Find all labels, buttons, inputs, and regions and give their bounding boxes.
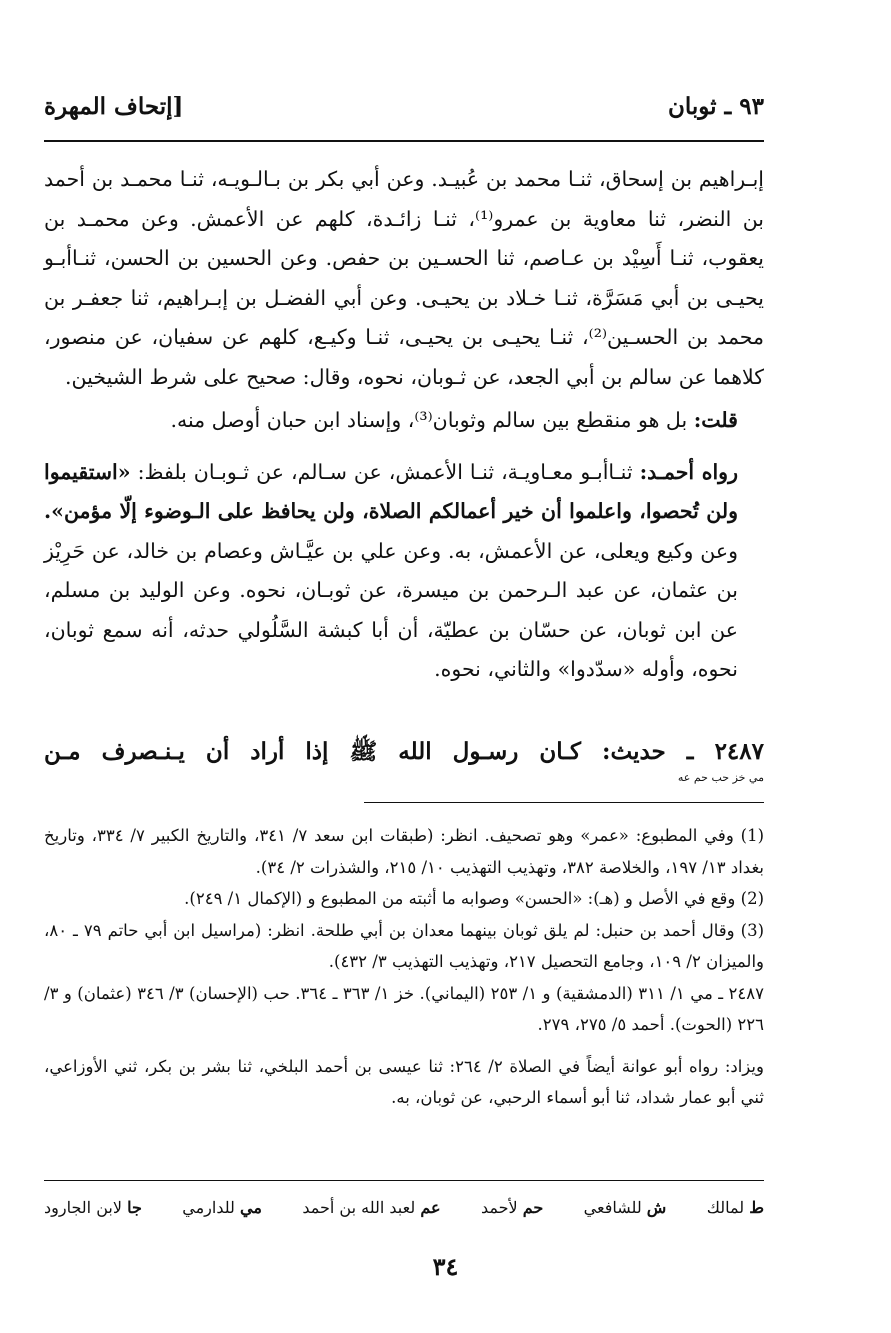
- entry-source-codes: مي خز حب حم عه: [677, 771, 764, 784]
- abbr-item: مي للدارمي: [182, 1198, 262, 1217]
- abbr-item: حم لأحمد: [480, 1198, 544, 1217]
- running-header: [44, 88, 764, 124]
- comment-text: بل هو منقطع بين سالم وثوبان⁽³⁾، وإسناد ابن حبان أوصل منه.: [170, 408, 688, 432]
- additional-note: ويزاد: رواه أبو عوانة أيضاً في الصلاة ٢/ ٢٦٤: ثنا عيسى بن أحمد البلخي، ثنا بشر بن بكر، ثني الأوزاعي، ثني أبو عمار شداد، ثنا أبو أسماء الرحبي، عن ثوبان، به.: [44, 1056, 764, 1107]
- paragraph-isnad: إبـراهيم بن إسحاق، ثنـا محمد بن عُبيـد. وعن أبي بكر بن بـالـويـه، ثنـا محمـد بن أحمد بن النضر، ثنا معاوية بن عمرو⁽¹⁾، ثنـا زائـدة، كلهم عن الأعمش. وعن محمـد بن يعقوب، ثنـا أَسِيْد بن عـاصم، ثنا الحسـين بن حفص. وعن الحسين بن الحسن، ثنـاأبـو يحيـى بن أبي مَسَرَّة، ثنـا خـلاد بن يحيـى. وعن أبي الفضـل بن إبـراهيم، ثنا جعفـر بن محمد بن الحسـين⁽²⁾، ثنـا يحيـى بن يحيـى، ثنـا وكيـع، كلهم عن سفيان، عن منصور، كلاهما عن سالم بن أبي الجعد، عن ثـوبان، نحوه، وقال: صحيح على شرط الشيخين.: [44, 167, 765, 389]
- footnote-2: (2) وقع في الأصل و (هـ): «الحسن» وصوابه ما أثبته من المطبوع و (الإكمال ١/ ٢٤٩).: [184, 889, 764, 908]
- abbr-item: عم لعبد الله بن أحمد: [302, 1198, 441, 1217]
- page-number: ٣٤: [432, 1252, 459, 1281]
- footnotes: [44, 820, 764, 1114]
- comment-lead: قلت:: [693, 408, 738, 432]
- ahmad-isnad: ثنـاأبـو معـاويـة، ثنـا الأعمش، عن سـالم، عن ثـوبـان بلفظ:: [137, 459, 633, 484]
- next-entry: [44, 734, 764, 786]
- book-title: [إتحاف المهرة: [44, 92, 184, 120]
- source-references: ٢٤٨٧ ـ مي ١/ ٣١١ (الدمشقية) و ١/ ٢٥٣ (اليماني). خز ١/ ٣٦٣ ـ ٣٦٤. حب (الإحسان) ٣/ ٣٤٦ (عثمان) و ٣/ ٢٢٦ (الحوت). أحمد ٥/ ٢٧٥، ٢٧٩.: [44, 983, 764, 1034]
- chapter-title: ٩٣ ـ ثوبان: [667, 92, 764, 120]
- hadith-text: «استقيموا ولن تُحصوا، واعلموا أن خير أعمالكم الصلاة، ولن يحافظ على الـوضوء إلّا مؤمن».: [44, 459, 738, 523]
- header-rule: [44, 140, 764, 142]
- paragraph-comment: [44, 401, 764, 441]
- abbreviations-rule: [44, 1180, 764, 1181]
- footnote-1: (1) وفي المطبوع: «عمر» وهو تصحيف. انظر: (طبقات ابن سعد ٧/ ٣٤١، والتاريخ الكبير ٧/ ٣٣٤، وتاريخ بغداد ١٣/ ١٩٧، والخلاصة ٣٨٢، وتهذيب التهذيب ١٠/ ٢١٥، والشذرات ٢/ ٣٤).: [44, 826, 765, 877]
- main-text: [44, 160, 764, 690]
- paragraph-ahmad: [44, 453, 764, 690]
- entry-heading: ٢٤٨٧ ـ حديث: كـان رسـول الله ﷺ إذا أراد أن يـنـصرف مـن: [44, 738, 764, 765]
- footnote-rule: [364, 802, 764, 803]
- abbr-item: ش للشافعي: [583, 1198, 667, 1217]
- abbr-item: جا لابن الجارود: [44, 1198, 142, 1217]
- abbreviations-legend: [44, 1195, 764, 1221]
- ahmad-lead: رواه أحمـد:: [639, 459, 738, 484]
- abbr-item: ط لمالك: [706, 1198, 764, 1217]
- ahmad-routes: وعن وكيع ويعلى، عن الأعمش، به. وعن علي بن عيَّـاش وعصام بن خالد، عن حَرِيْز بن عثمان، عن عبد الـرحمن بن ميسرة، عن ثوبـان، نحوه. وعن الوليد بن مسلم، عن ابن ثوبان، عن حسّان بن عطيّة، أن أبا كبشة السَّلُولي حدثه، أنه سمع ثوبان، نحوه، وأوله «سدّدوا» والثاني، نحوه.: [44, 538, 738, 681]
- footnote-3: (3) وقال أحمد بن حنبل: لم يلق ثوبان بينهما معدان بن أبي طلحة. انظر: (مراسيل ابن أبي حاتم ٧٩ ـ ٨٠، والميزان ٢/ ١٠٩، وجامع التحصيل ٢١٧، وتهذيب التهذيب ٣/ ٤٣٢).: [44, 920, 764, 971]
